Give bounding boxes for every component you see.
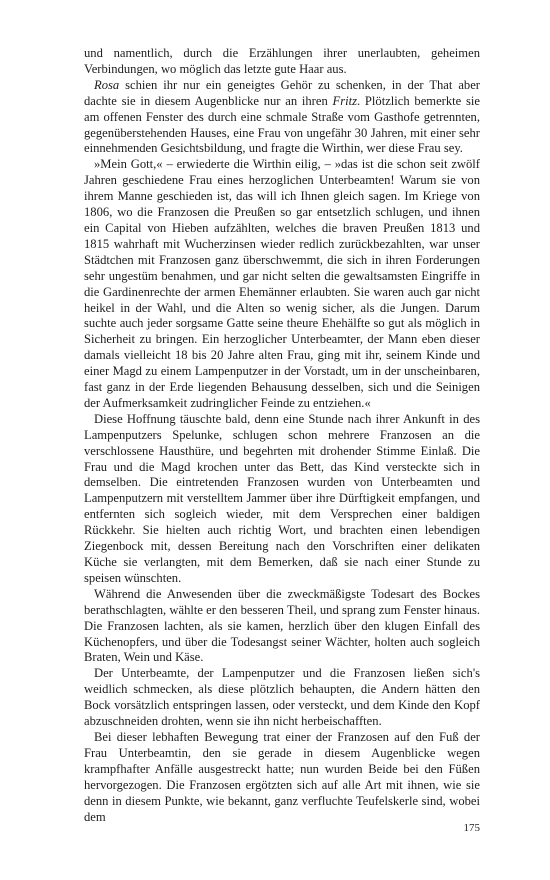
paragraph-4: Diese Hoffnung täuschte bald, denn eine Stunde nach ihrer Ankunft in des Lampenputzers Spelunke, schlugen schon mehrere Franzosen an die verschlossene Hausthüre, und begehrten mit drohender Stimme Einlaß. Die Frau und die Magd krochen unter das Bett, das Kind versteckte sich in demselben. Die eintretenden Franzosen wurden von Unterbeamten und Lampenputzern mit verstelltem Jammer über ihre Dürftigkeit empfangen, und entfernten sich sogleich wieder, mit dem Versprechen einer baldigen Rückkehr. Sie hielten auch richtig Wort, und brachten einen lebendigen Ziegenbock mit, dessen Bereitung nach den Vorschriften einer delikaten Küche sie verlangten, mit dem Bemerken, daß sie nach einer Stunde zu speisen wünschten. (84, 411, 480, 585)
paragraph-2 (84, 78, 480, 158)
paragraph-2-text: schien ihr nur ein geneigtes Gehör zu schenken, in der That aber dachte sie in diesem Augenblicke nur an ihren (84, 77, 480, 108)
page-number: 175 (463, 822, 480, 834)
paragraph-7: Bei dieser lebhaften Bewegung trat einer der Franzosen auf den Fuß der Frau Unterbeamtin, den sie gerade in diesem Augenblicke wegen krampfhafter Anfälle ausgestreckt hatte; nun wurden Beide bei den Füßen hervorgezogen. Die Franzosen ergötzten sich auf alle Art mit ihnen, wie sie denn in diesem Punkte, wie bekannt, ganz verfluchte Teufelskerle sind, wobei dem (84, 729, 480, 824)
paragraph-5: Während die Anwesenden über die zweckmäßigste Todesart des Bockes berathschlagten, wählte er den besseren Theil, und sprang zum Fenster hinaus. Die Franzosen lachten, als sie kamen, herzlich über den klugen Einfall des Küchenopfers, und über die Todesangst seiner Wächter, holten auch sogleich Braten, Wein und Käse. (84, 586, 480, 665)
name-fritz: Fritz (332, 93, 357, 108)
paragraph-6: Der Unterbeamte, der Lampenputzer und die Franzosen ließen sich's weidlich schmecken, als diese plötzlich behaupten, die Andern hätten den Bock vorsätzlich entspringen lassen, oder versteckt, und dem Kinde den Kopf abzuschneiden drohten, wenn sie ihn nicht herbeischafften. (84, 666, 480, 729)
paragraph-2-tail: . Plötzlich bemerkte sie am offenen Fenster des durch eine schmale Straße vom Gasthofe getrennten, gegenüberstehenden Hauses, eine Frau von ungefähr 30 Jahren, mit einer sehr einnehmenden Gesichtsbildung, und fragte die Wirthin, wer diese Frau sey. (84, 93, 480, 156)
paragraph-1: und namentlich, durch die Erzählungen ihrer unerlaubten, geheimen Verbindungen, wo möglich das letzte gute Haar aus. (84, 46, 480, 76)
paragraph-3: »Mein Gott,« – erwiederte die Wirthin eilig, – »das ist die schon seit zwölf Jahren geschiedene Frau eines herzoglichen Unterbeamten! Warum sie von ihrem Manne geschieden ist, das will ich Ihnen gleich sagen. Im Kriege von 1806, wo die Franzosen die Preußen so gar entsetzlich schlugen, und ihnen ein Capital von Hieben aufzählten, welches die braven Preußen 1813 und 1815 wahrhaft mit Wucherzinsen wieder redlich zurückbezahlten, war unser Städtchen mit Franzosen ganz überschwemmt, die sich in ihren Forderungen sehr ungestüm benahmen, und gar nicht selten die gewaltsamsten Eingriffe in die Gardinenrechte der armen Ehemänner erlaubten. Sie waren auch gar nicht heikel in der Wahl, und die Alten so wenig sicher, als die Jungen. Darum suchte auch jeder sorgsame Gatte seine theure Ehehälfte so gut als möglich in Sicherheit zu bringen. Ein herzoglicher Unterbeamter, der Mann eben dieser damals vielleicht 18 bis 20 Jahre alten Frau, ging mit ihr, seinem Kinde und einer Magd zu einem Lampenputzer in der Vorstadt, um in der unscheinbaren, fast ganz in der Erde liegenden Behausung desselben, sich und die Seinigen der Aufmerksamkeit zudringlicher Feinde zu entziehen.« (84, 157, 480, 410)
name-rosa: Rosa (94, 77, 120, 92)
book-page-body (84, 46, 480, 825)
